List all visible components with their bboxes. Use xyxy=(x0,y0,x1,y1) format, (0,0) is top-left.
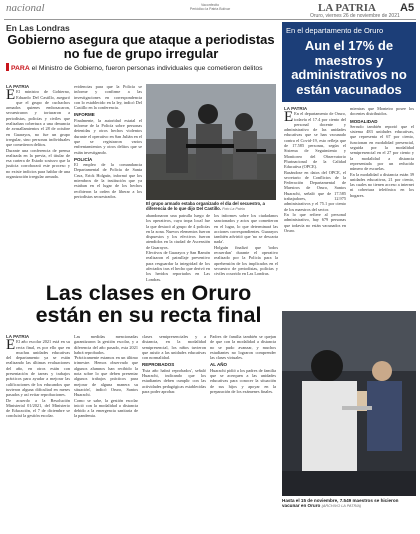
subhead-policia: POLICÍA xyxy=(74,156,93,162)
story2-col2-text: Las medidas mencionadas garantizaron la gestión escolar, y a diferencia del año pasado, esta 2021 habrá reprobados. xyxy=(74,334,138,355)
sidebar-col1b-text: Basándose en datos del OPCE, el secretario de Conflictos de la Federación Departamental de Maestros de Oruro, Santos Huarachi, señaló que de 17.585 trabajadores, 12.975 administrativos y el 75.1 por ciento de los maestros del sector. xyxy=(284,169,346,212)
story1-deck xyxy=(6,63,276,73)
story2-headline: Las clases en Oruro están en su recta final xyxy=(35,281,262,327)
sidebar-column-2 xyxy=(350,106,414,302)
story2-col1-text: E El año escolar 2021 está en su recta final, es por ello que en muchas unidades educativas del departamento ya se están realizando las últimas evaluaciones del año, en otros están con presentación de tareas y trabajos prácticos para ayudar a mejorar las calificaciones de los educandos que tuvieron alguna dificultad en meses pasados y así evitar reprobaciones. xyxy=(6,337,70,398)
sidebar-col2b-text: Serrudo también reportó que el sistema 483 unidades educativas, que representa el 67 por ciento, funcionan en modalidad presencial, seguida por la modalidad semipresencial en el 27 por ciento y la modalidad a distancia representada por un reducido número de escuelas. xyxy=(350,123,414,172)
caption-text: El grupo armado estaba organizado el día del secuestro, a diferencia de lo que dijo Del Castillo. xyxy=(146,201,265,212)
story2-column-2 xyxy=(74,334,138,530)
story1-col4-text: los informes sobre los ciudadanos sancionados y actos que cometieron en el lugar, lo que determinará las acciones correspondientes. Guarayos también advirtió que 'no se descarta nada'. xyxy=(214,213,278,245)
story1-photo xyxy=(146,84,276,200)
photo-credit: Foto La Patria xyxy=(222,207,245,212)
subhead-modalidad: MODALIDAD xyxy=(350,118,378,124)
header-center-line2: Periódico la Patria Bolívar xyxy=(189,7,231,11)
header-center-note xyxy=(180,3,240,11)
story2-col3-text: clases semipresenciales y a distancia, en la modalidad semipresencial, los niños tuvieron que asistir a las unidades educativas con normalidad. xyxy=(142,334,206,361)
story1-column-2 xyxy=(74,84,142,274)
story1-col2-text: evidencias para que la Policía se informe y confirme a las investigaciones en correspondencia con lo establecido en la ley, indicó Del Castillo en la conferencia. xyxy=(74,84,142,111)
story1-byline: LA PATRIA xyxy=(6,84,30,89)
deck-bar xyxy=(6,63,9,71)
story2-column-1 xyxy=(6,334,70,530)
story1-col3-text: abandonaron una patrulla luego de los operativos, cuya tropa local fue la que destacó al grupo de 4 policías en la zona. Nuevos elementos fueron dispuestos y los efectivos fueron atendidos en la ciudad de Ascensión de Guarayos. xyxy=(146,213,210,250)
photo-credit: (ARCHIVO LA PATRIA) xyxy=(321,504,362,509)
story2-column-3 xyxy=(142,334,206,530)
vaccination-photo xyxy=(282,311,416,496)
sidebar-col2-text: mientras que Monteiro posee los docentes distribuidos. xyxy=(350,106,414,117)
story2-col2c-text: Como se sabe, la gestión escolar inició con la modalidad a distancia debido a la emergencia sanitaria de la pandemia. xyxy=(74,397,138,419)
story2-col1b-text: De acuerdo a la Resolución Ministerial 01/2021, del Ministerio de Educación, el 7 de diciembre se concluirá la gestión escolar. xyxy=(6,397,70,419)
sidebar-col2c-text: En la modalidad a distancia están 39 unidades educativas, 21 por ciento, las cuales no tienen acceso a internet ni cobertura telefónica en los hogares. xyxy=(350,171,414,198)
story1-col1b-text: Durante una conferencia de prensa realizada en la previa, el titular de esa cartera de Estado sostuvo que la justicia corroborará este proceso y no existe indicios para hablar de una organización irregular armada. xyxy=(6,147,70,180)
story1-col2c-text: El empleo de la comandancia Departamental de Policía de Santa Cruz, Erick Holguín, informó que los miembros de la institución que ya estaban en el lugar de los hechos recibieron la orden de liberar a los periodistas secuestrados. xyxy=(74,162,142,199)
story1-col3b-text: Efectivos de Guarayos y San Ramón realizaron el patrullaje preventivo para resguardar la integridad de los afectados tras el hecho que derivó en los heridos reportados en Las Londras. xyxy=(146,250,210,282)
story1-kicker: En Las Londras xyxy=(6,23,70,33)
sidebar-col1c-text: En lo que refiere al personal administrativo, hay 679 personas que todavía no están vacunados en Oruro. xyxy=(284,211,346,233)
subhead-informe: INFORME xyxy=(74,112,95,118)
issue-date: Oruro, viernes 26 de noviembre de 2021 xyxy=(310,13,400,19)
subhead-al-ano: AL AÑO xyxy=(210,362,228,368)
story1-column-1 xyxy=(6,84,70,274)
story2-photo xyxy=(282,311,416,496)
story1-col1-text: E El ministro de Gobierno, Eduardo Del Castillo, aseguró que el grupo de cuchachos armados quienes embosacaron, secuestraron y torturaron a periodistas, policías y civiles que realizaban cobertura a una denuncia de avasallamientos el 28 de octubre en Guarayos, no fue un grupo irregular, sino personas individuales que cometieron delitos. xyxy=(6,87,70,148)
story1-col2b-text: Finalmente, la autoridad estatal el informe de la Policía sobre personas detenidas y otros hechos violentos durante el operativo en San Julián en el que se registraron varios enfrentamientos y otros delitos que se están investigando. xyxy=(74,117,142,155)
caption-text: Hasta el 15 de noviembre, 7.549 maestros se hicieron vacunar en Oruro xyxy=(282,498,399,509)
story2-col4-text: Padres de familia también se quejan de que con la modalidad a distancia no se pudo avanzar, y muchos estudiantes no lograron comprender las clases virtuales. xyxy=(210,334,276,361)
story2-photo-caption xyxy=(282,498,416,510)
sidebar-headline: Aun el 17% de maestros y administrativos no están vacunados xyxy=(291,38,407,97)
story1-photo-caption xyxy=(146,201,276,212)
brand-name: LA PATRIA xyxy=(318,2,376,14)
page-number: A5 xyxy=(400,2,415,14)
subhead-reprobados: REPROBADOS xyxy=(142,362,175,368)
armed-group-photo xyxy=(146,84,276,200)
story1-column-4 xyxy=(214,213,278,277)
story2-col2b-text: 'Prácticamente estamos en un último trimestre. Hemos observado que algunos alumnos han recibido la nota sobre lo que deben presentar algunos trabajos prácticos para mejorar de alguna manera su situación', indicó Oruro, Santos Huarachi. xyxy=(74,355,138,398)
header-center-line1: Vaconfecito xyxy=(200,3,220,7)
sidebar-col1-text: E En el departamento de Oruro, todavía el 17.4 por ciento del personal docente y administrativo de las unidades educativas que se han vacunado contra el Covid-19, esto refleja que de 17.585 personas, según el Sistema de Seguimiento y Monitoreo del Observatorio Plurinacional de la Calidad Educativa (OPCE). xyxy=(284,109,346,170)
sidebar-column-1 xyxy=(284,106,346,302)
deck-keyword: PARA xyxy=(11,65,30,72)
story2-col3b-text: 'Esta año habrá reprobados', señaló Huarachi, indicando que los estudiantes deben cumplir con las actividades pedagógicas establecidas para poder aprobar. xyxy=(142,367,206,394)
story1-col4b-text: Holguín finalizó que 'todos recuerdan' durante el operativo realizado por la Policía para la aprehensión de los implicados en el secuestro de periodistas, policías y civiles ocurrido en Las Londras. xyxy=(214,244,278,277)
story2-byline: LA PATRIA xyxy=(6,334,30,339)
story1-headline: Gobierno asegura que ataque a periodistas no fue de grupo irregular xyxy=(7,32,275,61)
dropcap: E xyxy=(284,109,294,126)
header-rule xyxy=(4,19,416,20)
sidebar-kicker: En el departamento de Oruro xyxy=(286,26,384,35)
deck-text: el Ministro de Gobierno, fueron personas individuales que cometieron delitos xyxy=(31,65,263,72)
dropcap: E xyxy=(6,87,16,104)
story2-column-4 xyxy=(210,334,276,530)
story2-col4b-text: Huarachi pidió a los padres de familia que se acerquen a las unidades educativas para conocer la situación de sus hijos y apoyar en la preparación de los exámenes finales. xyxy=(210,367,276,394)
story1-column-3 xyxy=(146,213,210,282)
dropcap: E xyxy=(6,337,16,354)
sidebar-byline: LA PATRIA xyxy=(284,106,308,111)
section-label: nacional xyxy=(6,2,45,14)
